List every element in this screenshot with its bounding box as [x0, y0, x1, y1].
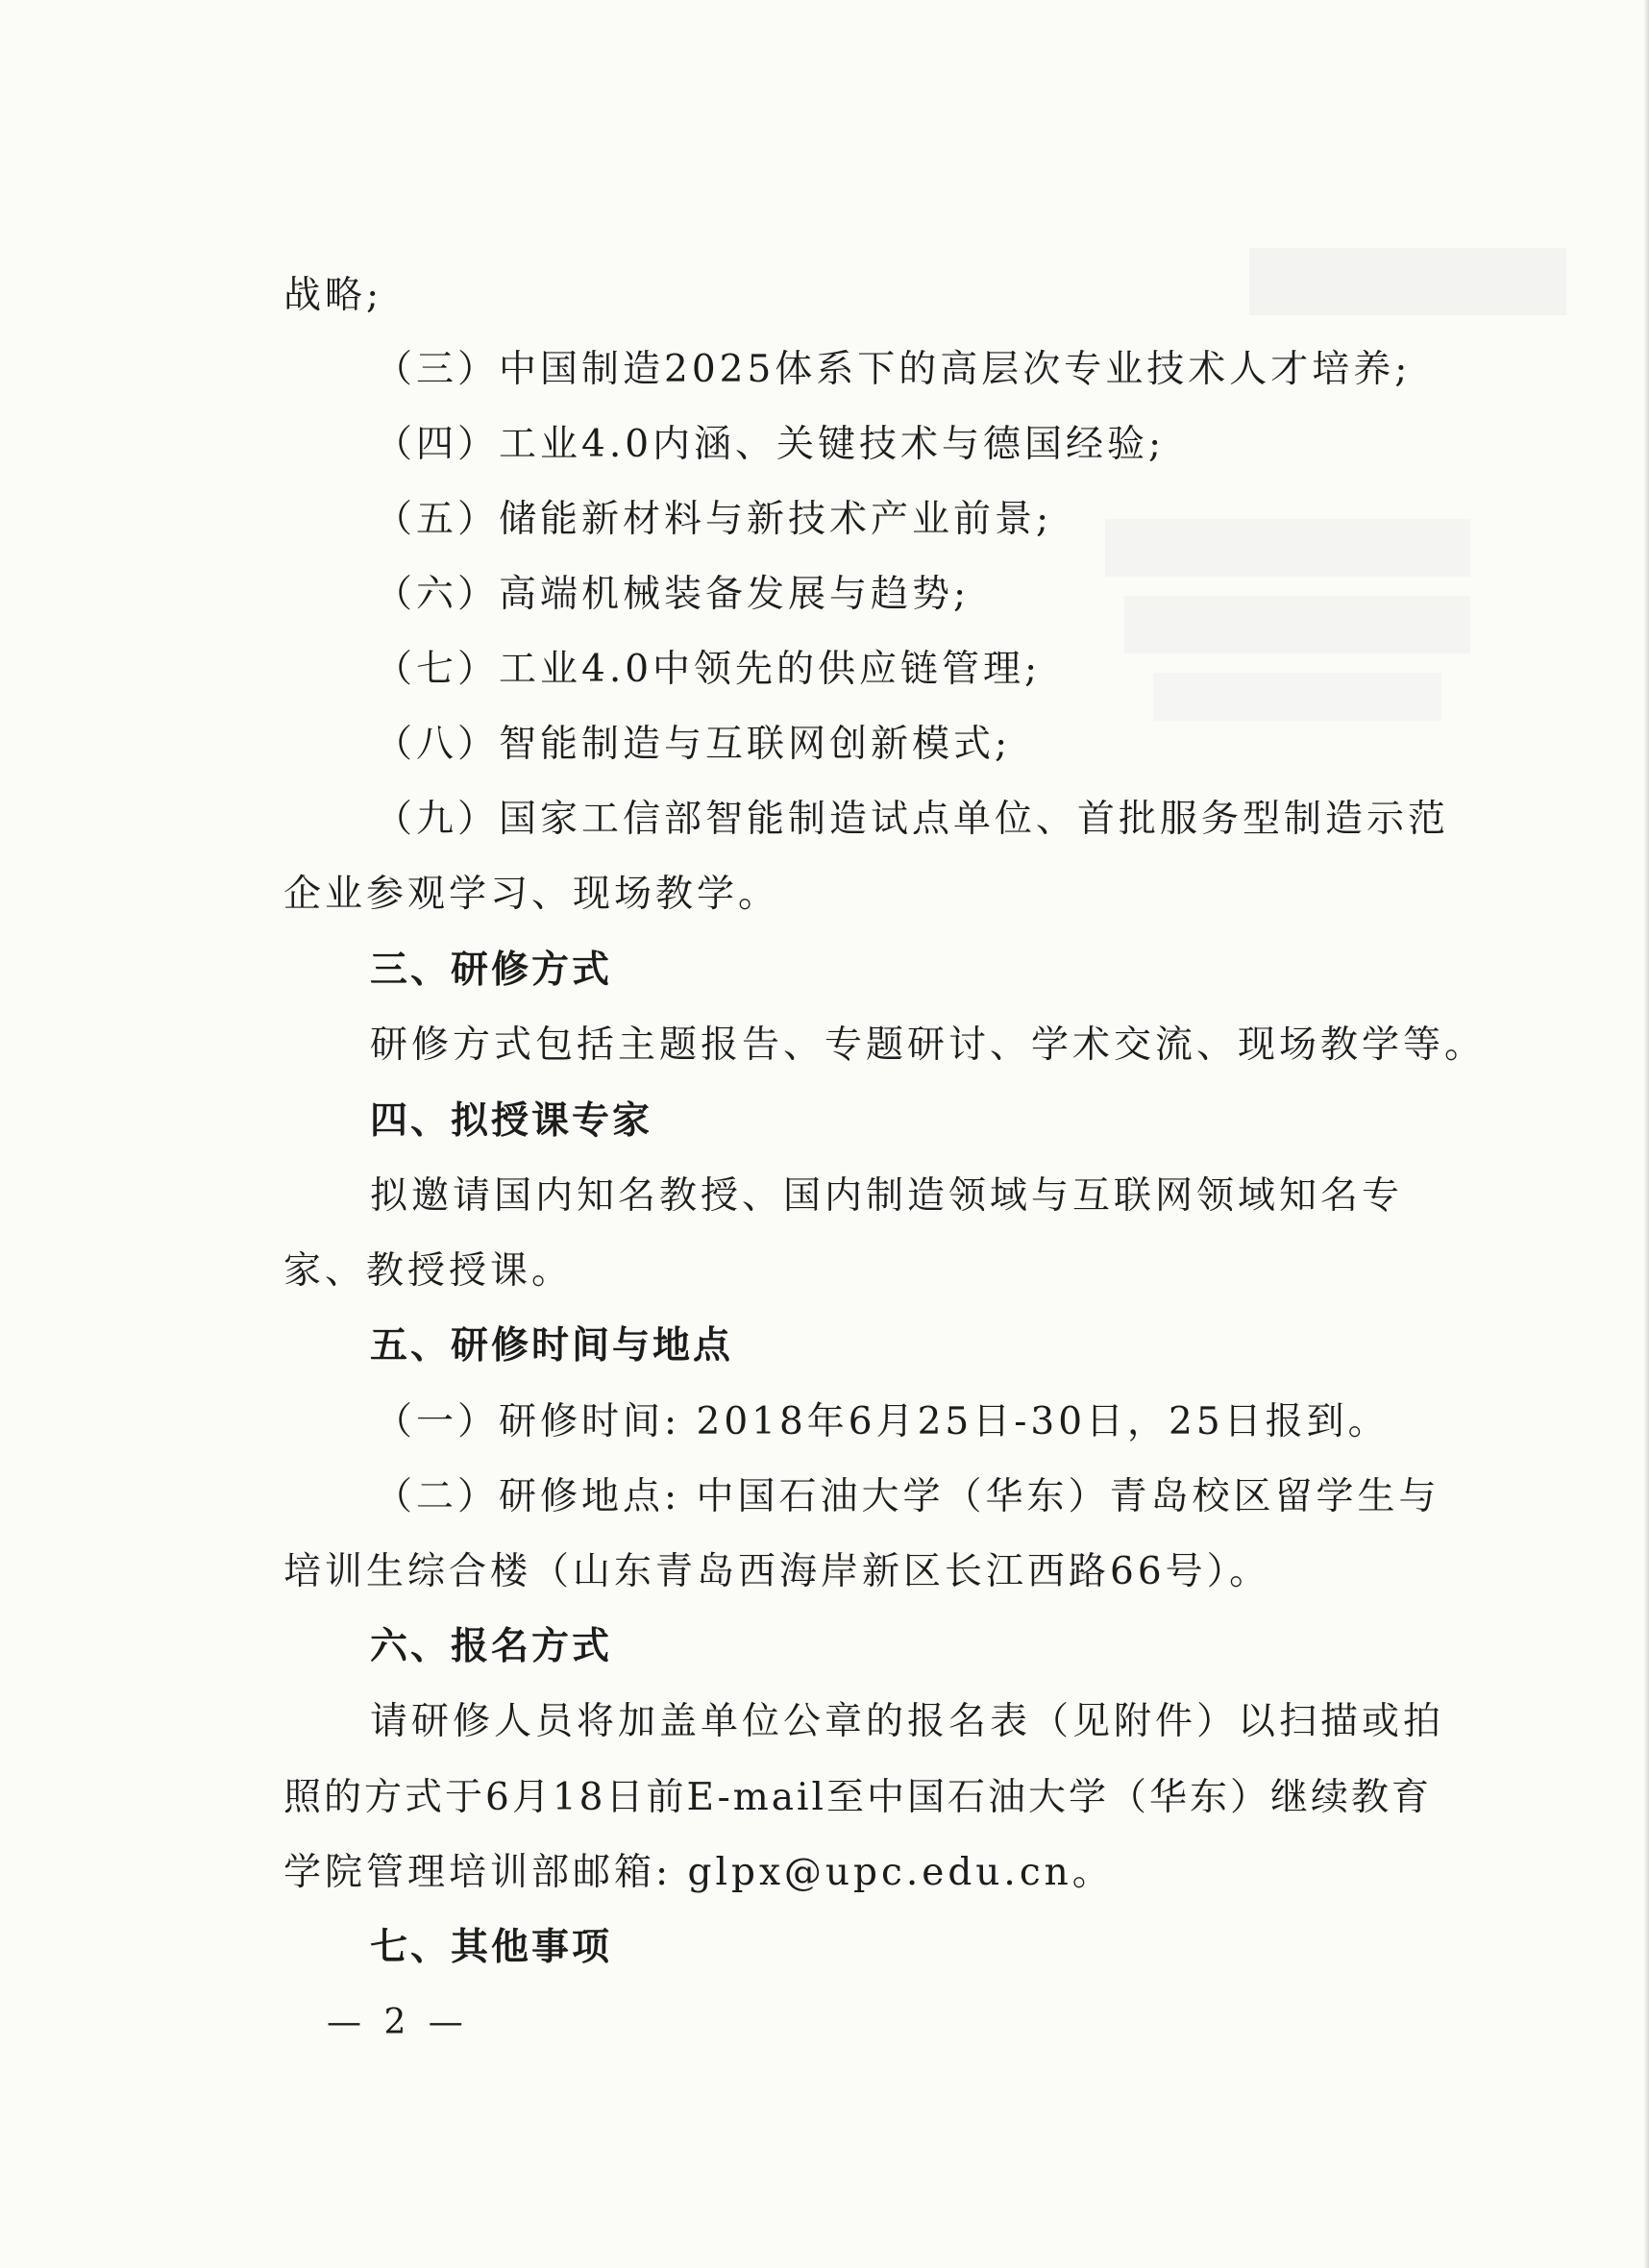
- list-item-8: （八）智能制造与互联网创新模式;: [375, 723, 1012, 766]
- section-heading-7: 七、其他事项: [370, 1926, 613, 1969]
- section-heading-6: 六、报名方式: [370, 1625, 613, 1668]
- scan-edge-shadow: [1643, 0, 1649, 2268]
- page-number: — 2 —: [327, 2003, 469, 2042]
- list-item-4: （四）工业4.0内涵、关键技术与德国经验;: [375, 423, 1166, 466]
- bleed-through-mark: [1124, 596, 1470, 653]
- bleed-through-mark: [1249, 248, 1566, 315]
- list-item-7: （七）工业4.0中领先的供应链管理;: [375, 648, 1042, 691]
- list-item-9: （九）国家工信部智能制造试点单位、首批服务型制造示范: [375, 798, 1450, 841]
- paragraph-line: 家、教授授课。: [283, 1249, 574, 1293]
- list-item-time: （一）研修时间: 2018年6月25日-30日，25日报到。: [375, 1400, 1390, 1443]
- list-item-9-continuation: 企业参观学习、现场教学。: [283, 873, 780, 916]
- text-line-continuation: 战略;: [283, 274, 383, 317]
- paragraph-line: 照的方式于6月18日前E-mail至中国石油大学（华东）继续教育: [283, 1776, 1432, 1819]
- list-item-location-continuation: 培训生综合楼（山东青岛西海岸新区长江西路66号）。: [283, 1550, 1271, 1593]
- section-heading-4: 四、拟授课专家: [370, 1099, 653, 1143]
- paragraph-line: 拟邀请国内知名教授、国内制造领域与互联网领域知名专: [370, 1174, 1404, 1218]
- list-item-3: （三）中国制造2025体系下的高层次专业技术人才培养;: [375, 348, 1412, 391]
- list-item-6: （六）高端机械装备发展与趋势;: [375, 573, 971, 616]
- paragraph-line: 研修方式包括主题报告、专题研讨、学术交流、现场教学等。: [370, 1023, 1487, 1067]
- bleed-through-mark: [1153, 673, 1441, 721]
- section-heading-5: 五、研修时间与地点: [370, 1324, 734, 1368]
- list-item-location: （二）研修地点: 中国石油大学（华东）青岛校区留学生与: [375, 1475, 1440, 1518]
- list-item-5: （五）储能新材料与新技术产业前景;: [375, 498, 1053, 541]
- paragraph-line: 学院管理培训部邮箱: glpx@upc.edu.cn。: [283, 1851, 1114, 1894]
- bleed-through-mark: [1105, 519, 1470, 577]
- paragraph-line: 请研修人员将加盖单位公章的报名表（见附件）以扫描或拍: [370, 1700, 1445, 1743]
- section-heading-3: 三、研修方式: [370, 949, 613, 992]
